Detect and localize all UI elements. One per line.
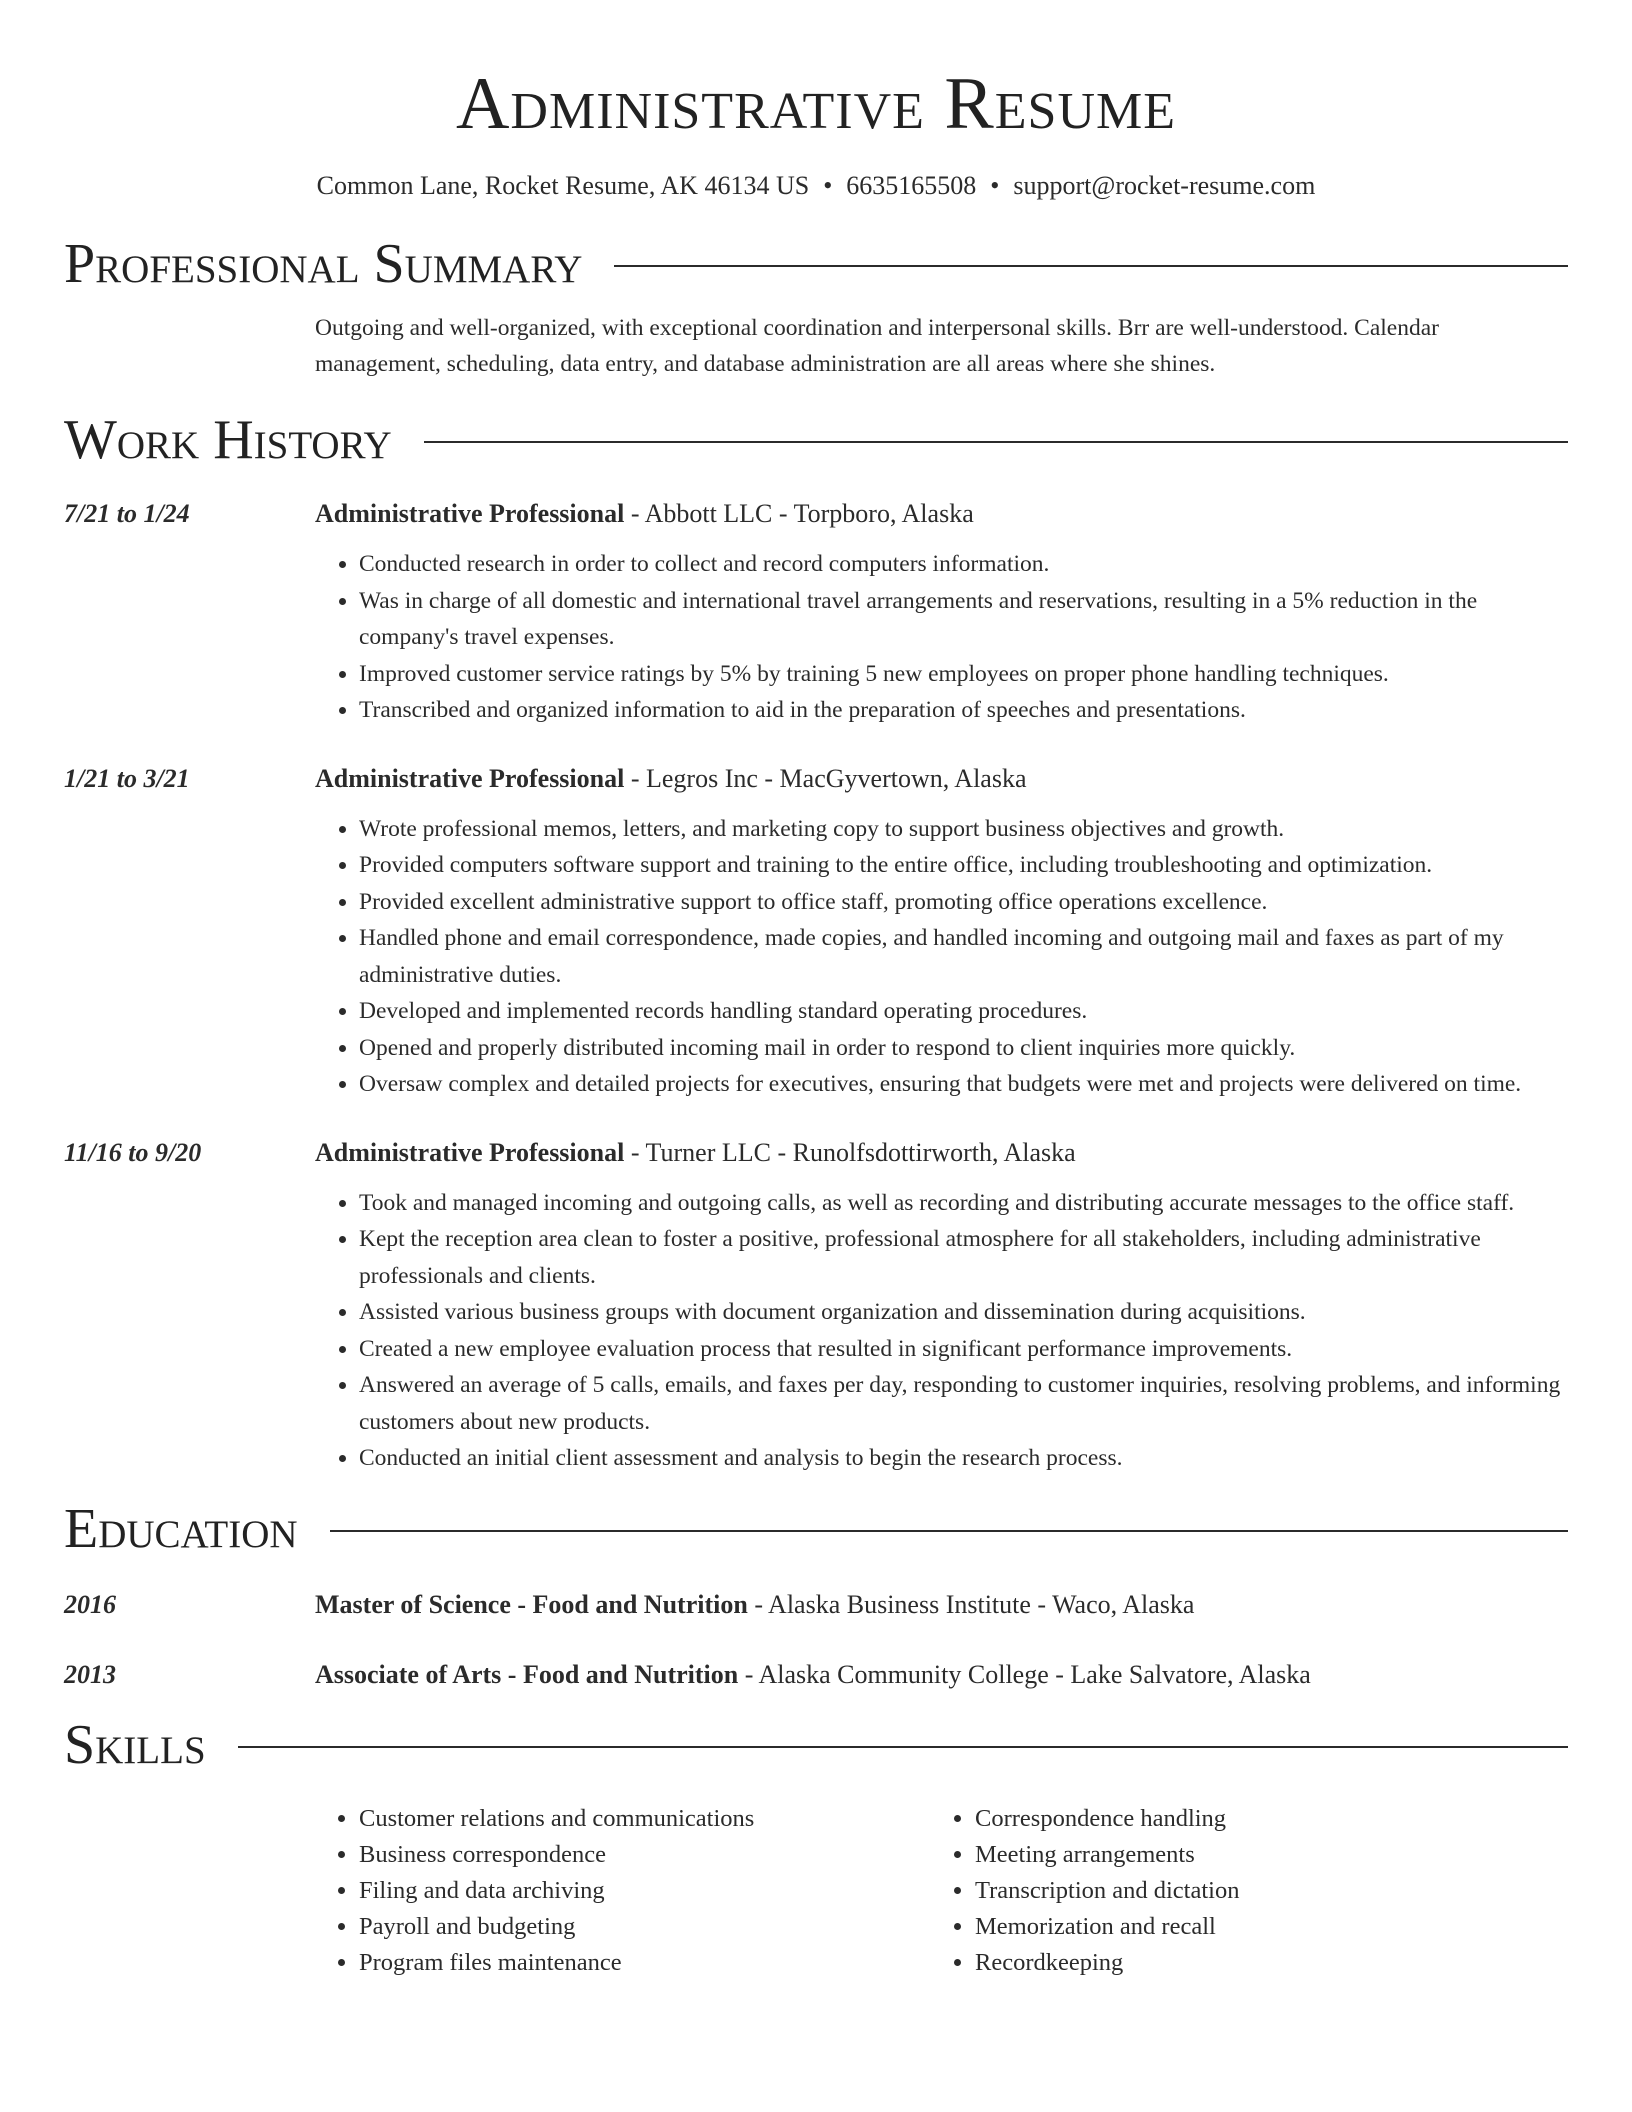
skill-item: • Payroll and budgeting — [359, 1909, 931, 1945]
job-dates: 1/21 to 3/21 — [64, 763, 190, 793]
job-details: - Legros Inc - MacGyvertown, Alaska — [624, 763, 1027, 793]
phone: 6635165508 — [846, 171, 977, 200]
education-heading: Education — [64, 1497, 298, 1560]
list-item: • Provided computers software support and training to the entire office, including troubleshooting and optimization. — [359, 847, 1568, 884]
education-details: - Alaska Community College - Lake Salvatore, Alaska — [738, 1659, 1311, 1689]
skills-list — [315, 1801, 1568, 1981]
job-header — [64, 496, 1568, 532]
job-bullets — [315, 811, 1568, 1103]
education-entry — [64, 1587, 1568, 1623]
degree: Associate of Arts - Food and Nutrition — [315, 1659, 739, 1689]
job-details: - Turner LLC - Runolfsdottirworth, Alaska — [624, 1137, 1076, 1167]
skills-section-header — [64, 1713, 1568, 1777]
job-entry — [64, 496, 1568, 729]
email: support@rocket-resume.com — [1013, 171, 1316, 200]
section-divider — [614, 265, 1568, 267]
skill-item: • Transcription and dictation — [975, 1873, 1547, 1909]
education-details: - Alaska Business Institute - Waco, Alaska — [747, 1589, 1195, 1619]
contact-line — [64, 170, 1568, 202]
list-item: • Answered an average of 5 calls, emails, and faxes per day, responding to customer inquiries, resolving problems, and informing customers about new products. — [359, 1367, 1568, 1440]
resume-page — [64, 0, 1568, 1981]
job-bullets — [315, 546, 1568, 729]
list-item: • Provided excellent administrative support to office staff, promoting office operations excellence. — [359, 884, 1568, 921]
address: Common Lane, Rocket Resume, AK 46134 US — [316, 171, 810, 200]
job-line — [315, 761, 1027, 797]
work-heading: Work History — [64, 409, 392, 471]
list-item: • Assisted various business groups with document organization and dissemination during acquisitions. — [359, 1294, 1568, 1331]
list-item: • Created a new employee evaluation process that resulted in significant performance improvements. — [359, 1331, 1568, 1368]
skill-item: • Recordkeeping — [975, 1945, 1547, 1981]
list-item: • Conducted research in order to collect and record computers information. — [359, 546, 1568, 583]
skill-item: • Memorization and recall — [975, 1909, 1547, 1945]
skills-column-right — [931, 1801, 1547, 1981]
summary-section-header — [64, 232, 1568, 296]
job-title: Administrative Professional — [315, 1137, 625, 1167]
list-item: • Improved customer service ratings by 5% by training 5 new employees on proper phone handling techniques. — [359, 656, 1568, 693]
list-item: • Was in charge of all domestic and international travel arrangements and reservations, resulting in a 5% reduction in the company's travel expenses. — [359, 583, 1568, 656]
education-year: 2016 — [64, 1589, 116, 1619]
list-item: • Transcribed and organized information to aid in the preparation of speeches and presentations. — [359, 692, 1568, 729]
list-item: • Developed and implemented records handling standard operating procedures. — [359, 993, 1568, 1030]
job-entry — [64, 1135, 1568, 1477]
skill-item: • Program files maintenance — [359, 1945, 931, 1981]
skill-item: • Business correspondence — [359, 1837, 931, 1873]
education-entry — [64, 1657, 1568, 1693]
skill-item: • Correspondence handling — [975, 1801, 1547, 1837]
job-details: - Abbott LLC - Torpboro, Alaska — [624, 499, 974, 528]
job-title: Administrative Professional — [315, 763, 625, 793]
job-entry — [64, 761, 1568, 1103]
skills-heading: Skills — [64, 1713, 206, 1776]
summary-text: Outgoing and well-organized, with exceptional coordination and interpersonal skills. Brr are well-understood. Calendar management, scheduling, data entry, and database administration are all areas where she shines. — [315, 315, 1439, 377]
list-item: • Oversaw complex and detailed projects for executives, ensuring that budgets were met and projects were delivered on time. — [359, 1066, 1568, 1103]
section-divider — [238, 1746, 1568, 1748]
education-line — [315, 1587, 1194, 1623]
section-divider — [330, 1530, 1568, 1532]
education-section-header — [64, 1497, 1568, 1561]
job-bullets — [315, 1185, 1568, 1477]
job-title: Administrative Professional — [315, 499, 625, 528]
education-year: 2013 — [64, 1659, 116, 1689]
list-item: • Kept the reception area clean to foster a positive, professional atmosphere for all stakeholders, including administrative professionals and clients. — [359, 1221, 1568, 1294]
list-item: • Wrote professional memos, letters, and marketing copy to support business objectives and growth. — [359, 811, 1568, 848]
separator-dot: • — [823, 171, 833, 200]
job-line — [315, 496, 974, 532]
resume-title: Administrative Resume — [455, 63, 1177, 145]
skill-item: • Meeting arrangements — [975, 1837, 1547, 1873]
section-divider — [424, 441, 1568, 443]
skill-item: • Filing and data archiving — [359, 1873, 931, 1909]
job-header — [64, 761, 1568, 797]
work-section-header — [64, 408, 1568, 472]
education-line — [315, 1657, 1311, 1693]
job-line — [315, 1135, 1076, 1171]
degree: Master of Science - Food and Nutrition — [315, 1589, 748, 1619]
job-header — [64, 1135, 1568, 1171]
job-dates: 11/16 to 9/20 — [64, 1137, 202, 1167]
skills-column-left — [315, 1801, 931, 1981]
job-dates: 7/21 to 1/24 — [64, 499, 190, 528]
separator-dot: • — [990, 171, 1000, 200]
list-item: • Took and managed incoming and outgoing calls, as well as recording and distributing accurate messages to the office staff. — [359, 1185, 1568, 1222]
list-item: • Opened and properly distributed incoming mail in order to respond to client inquiries more quickly. — [359, 1030, 1568, 1067]
list-item: • Conducted an initial client assessment and analysis to begin the research process. — [359, 1440, 1568, 1477]
list-item: • Handled phone and email correspondence, made copies, and handled incoming and outgoing mail and faxes as part of my administrative duties. — [359, 920, 1568, 993]
skill-item: • Customer relations and communications — [359, 1801, 931, 1837]
summary-heading: Professional Summary — [64, 233, 583, 295]
